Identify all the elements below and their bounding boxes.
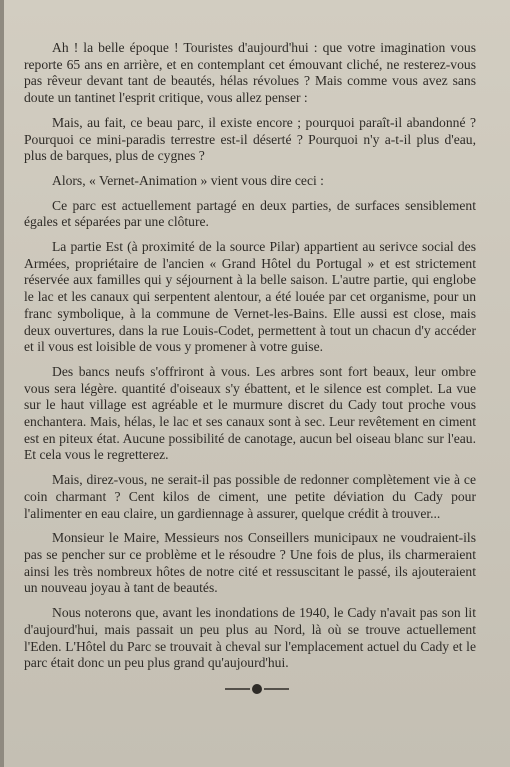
book-page <box>4 0 510 767</box>
dash-dot-dash-ornament-icon <box>217 682 297 696</box>
paragraph: La partie Est (à proximité de la source Pilar) appartient au serivce social des Armées, propriétaire de l'ancien « Grand Hôtel du Portugal » et est strictement réservée aux familles qui y séjournent à la belle saison. L'autre partie, qui englobe le lac et les canaux qui serpentent alentour, a été louée par cet organisme, pour un franc symbolique, à la commune de Vernet-les-Bains. Elle aussi est close, mais deux ouvertures, dans la rue Louis-Codet, permettent à tout un chacun d'y accéder et il vous est loisible de vous y promener à votre guise. <box>24 239 476 355</box>
paragraph: Ah ! la belle époque ! Touristes d'aujourd'hui : que votre imagination vous reporte 65 ans en arrière, et en contemplant cet émouvant cliché, ne resterez-vous pas rêveur devant tant de beautés, hélas révolues ? Mais comme vous avez sans doute un tantinet l'esprit critique, vous allez penser : <box>24 40 476 106</box>
paragraph: Alors, « Vernet-Animation » vient vous dire ceci : <box>52 172 324 188</box>
paragraph: Mais, direz-vous, ne serait-il pas possible de redonner complètement vie à ce coin charmant ? Cent kilos de ciment, une petite déviation du Cady pour l'alimenter en eau claire, un gardiennage à assurer, quelque crédit à trouver... <box>24 472 476 521</box>
paragraph: Ce parc est actuellement partagé en deux parties, de surfaces sensiblement égales et séparées par une clôture. <box>24 197 476 230</box>
paragraph: Monsieur le Maire, Messieurs nos Conseillers municipaux ne voudraient-ils pas se pencher sur ce problème et le résoudre ? Une fois de plus, ils charmeraient ainsi les très nombreux hôtes de notre cité et ressuscitant le passé, ils ajouteraient un nouveau joyau à tant de beautés. <box>24 530 476 596</box>
paragraph: Mais, au fait, ce beau parc, il existe encore ; pourquoi paraît-il abandonné ? Pourquoi ce mini-paradis terrestre est-il déserté ? Pourquoi n'y a-t-il plus d'eau, plus de barques, plus de cygnes ? <box>24 114 476 164</box>
body-text <box>24 40 476 680</box>
paragraph: Des bancs neufs s'offriront à vous. Les arbres sont fort beaux, leur ombre vous sera légère. quantité d'oiseaux s'y ébattent, et le silence est complet. La vue sur le haut village est agréable et le murmure discret du Cady tout proche vous enchantera. Mais, hélas, le lac et ses canaux sont à sec. Leur revêtement en ciment est en piteux état. Aucune possibilité de canotage, aucun bel oiseau blanc sur l'eau. Et cela vous le regretterez. <box>24 363 476 463</box>
paragraph: Nous noterons que, avant les inondations de 1940, le Cady n'avait pas son lit d'aujourd'hui, mais passait un peu plus au Nord, là où se trouve actuellement l'Eden. L'Hôtel du Parc se trouvait à cheval sur l'emplacement actuel du Cady et le parc était donc un peu plus grand qu'aujourd'hui. <box>24 605 476 671</box>
ornament-icon <box>4 682 510 696</box>
